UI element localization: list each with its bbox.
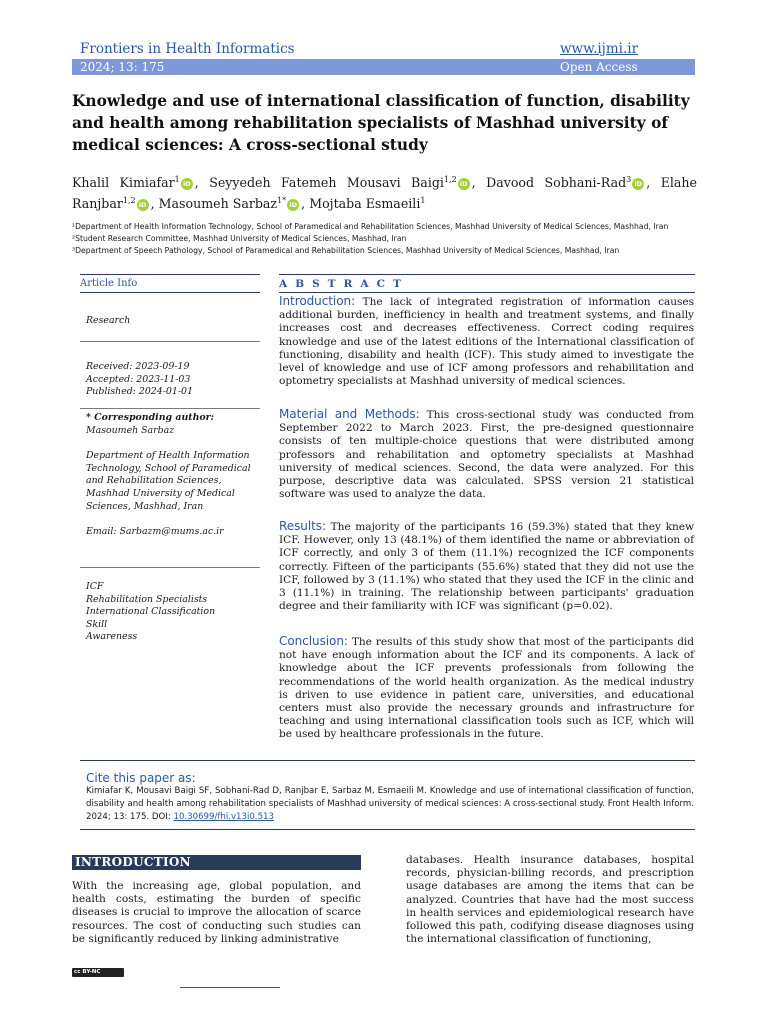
footnote-rule bbox=[180, 987, 280, 988]
author: Khalil Kimiafar$^1$iD , bbox=[72, 175, 210, 191]
corresponding-author bbox=[86, 412, 256, 539]
doi-link[interactable]: 10.30699/fhi.v13i0.513 bbox=[173, 812, 274, 822]
divider bbox=[80, 408, 260, 409]
section-label: Introduction: bbox=[279, 294, 356, 308]
author-list bbox=[72, 171, 697, 213]
corresponding-department: Department of Health Information Technology, School of Paramedical and Rehabilitation Sciences, Mashhad University of Medical Sciences, Mashhad, Iran bbox=[86, 450, 251, 512]
abstract-introduction: Introduction: The lack of integrated registration of information causes additional burden, inefficiency in health and treatment systems, and finally increases cost and decreases effectiveness. Correct coding requires knowledge and use of the latest editions of the International classification of functioning, disability and health (ICF). This study aimed to investigate the level of knowledge and use of ICF among professors and rehabilitation and optometry specialists at Mashhad university of medical sciences. bbox=[279, 294, 694, 388]
divider bbox=[279, 292, 695, 293]
received-date: Received: 2023-09-19 bbox=[86, 361, 190, 372]
orcid-icon[interactable]: iD bbox=[137, 199, 149, 211]
article-type: Research bbox=[86, 315, 131, 326]
divider bbox=[80, 829, 695, 830]
citation-heading: Cite this paper as: bbox=[86, 771, 196, 785]
introduction-column-1: With the increasing age, global population, and health costs, estimating the burden of specific diseases is crucial to improve the allocation of scarce resources. The cost of conducting such studies can be significantly reduced by linking administrative bbox=[72, 880, 361, 945]
divider bbox=[80, 341, 260, 342]
divider bbox=[279, 274, 695, 275]
author: Masoumeh Sarbaz$^{1*}$iD , bbox=[158, 196, 310, 212]
abstract-heading: A B S T R A C T bbox=[279, 278, 404, 290]
orcid-icon[interactable]: iD bbox=[181, 178, 193, 190]
accepted-date: Accepted: 2023-11-03 bbox=[86, 373, 191, 385]
corresponding-label: * Corresponding author: bbox=[86, 412, 215, 423]
cc-license-label: cc BY-NC bbox=[74, 969, 101, 975]
keyword: Rehabilitation Specialists bbox=[86, 593, 208, 605]
section-label: Conclusion: bbox=[279, 634, 348, 648]
keyword: Awareness bbox=[86, 631, 138, 643]
corresponding-email[interactable]: Email: Sarbazm@mums.ac.ir bbox=[86, 526, 224, 538]
affiliation: ²Student Research Committee, Mashhad University of Medical Sciences, Mashhad, Iran bbox=[72, 234, 407, 243]
keyword: Skill bbox=[86, 618, 108, 630]
abstract-results: Results: The majority of the participants 16 (59.3%) stated that they knew ICF. However, only 13 (48.1%) of them identified the name or abbreviation of ICF correctly, and only 3 of them (11.1%) recognized the ICF components correctly. Fifteen of the participants (55.6%) stated that they did not use the ICF, followed by 3 (11.1%) who stated that they used the ICF in the clinic and 3 (11.1%) in training. The relationship between participants' graduation degree and their familiarity with ICF was significant (p=0.02). bbox=[279, 519, 694, 613]
section-label: Material and Methods: bbox=[279, 407, 420, 421]
divider bbox=[80, 274, 260, 275]
author: Mojtaba Esmaeili$^1$ bbox=[309, 196, 426, 212]
divider bbox=[80, 760, 695, 761]
introduction-column-2: databases. Health insurance databases, hospital records, physician-billing records, and prescription usage databases are among the items that can be analyzed. Countries that have had the most success in health services and epidemiological research have followed this path, codifying disease diagnoses using the international classification of functioning, bbox=[406, 854, 694, 946]
affiliations bbox=[72, 221, 697, 257]
published-date: Published: 2024-01-01 bbox=[86, 386, 193, 398]
open-access-label: Open Access bbox=[560, 60, 638, 74]
divider bbox=[80, 567, 260, 568]
author: Elahe Ranjbar$^{1,2}$iD , bbox=[72, 175, 697, 212]
divider bbox=[80, 292, 260, 293]
volume-info: 2024; 13: 175 bbox=[80, 60, 165, 74]
keywords bbox=[86, 581, 215, 644]
author: Seyyedeh Fatemeh Mousavi Baigi$^{1,2}$iD , bbox=[209, 175, 487, 191]
orcid-icon[interactable]: iD bbox=[632, 178, 644, 190]
introduction-heading: INTRODUCTION bbox=[75, 855, 191, 869]
section-label: Results: bbox=[279, 519, 326, 533]
article-dates bbox=[86, 361, 193, 399]
journal-name: Frontiers in Health Informatics bbox=[80, 41, 295, 57]
orcid-icon[interactable]: iD bbox=[458, 178, 470, 190]
abstract-methods: Material and Methods: This cross-sectional study was conducted from September 2022 to March 2023. First, the pre-designed questionnaire consists of ten multiple-choice questions that were distributed among professors and rehabilitation and optometry specialists at Mashhad university of medical sciences. Second, the data were analyzed. For this purpose, descriptive data was calculated. SPSS version 21 statistical software was used to analyze the data. bbox=[279, 407, 694, 501]
corresponding-name: Masoumeh Sarbaz bbox=[86, 424, 175, 436]
author: Davood Sobhani-Rad$^3$iD , bbox=[486, 175, 661, 191]
abstract-conclusion: Conclusion: The results of this study show that most of the participants did not have enough information about the ICF and its components. A lack of knowledge about the ICF prevents professionals from following the recommendations of the world health organization. As the medical industry is driven to use evidence in patient care, universities, and educational centers must also provide the necessary grounds and infrastructure for teaching and using international classification tools such as ICF, which will be used by healthcare professionals in the future. bbox=[279, 634, 694, 741]
article-info-heading: Article Info bbox=[80, 278, 138, 289]
citation-text: Kimiafar K, Mousavi Baigi SF, Sobhani-Rad D, Ranjbar E, Sarbaz M, Esmaeili M. Knowledge and use of international classification of function, disability and health among rehabilitation specialists of Mashhad university of medical sciences: A cross-sectional study. Front Health Inform. 2024; 13: 175. DOI: 10.30699/fhi.v13i0.513 bbox=[86, 786, 694, 822]
affiliation: ¹Department of Health Information Technology, School of Paramedical and Rehabilitation Sciences, Mashhad University of Medical Sciences, Mashhad, Iran bbox=[72, 222, 669, 231]
affiliation: ³Department of Speech Pathology, School of Paramedical and Rehabilitation Sciences, Mashhad University of Medical Sciences, Mashhad, Iran bbox=[72, 246, 620, 255]
keyword: International Classification bbox=[86, 606, 216, 618]
keyword: ICF bbox=[86, 581, 104, 592]
orcid-icon[interactable]: iD bbox=[287, 199, 299, 211]
journal-website-link[interactable]: www.ijmi.ir bbox=[560, 41, 639, 57]
paper-title: Knowledge and use of international classification of function, disability and health among rehabilitation specialists of Mashhad university of medical sciences: A cross-sectional study bbox=[72, 92, 690, 154]
